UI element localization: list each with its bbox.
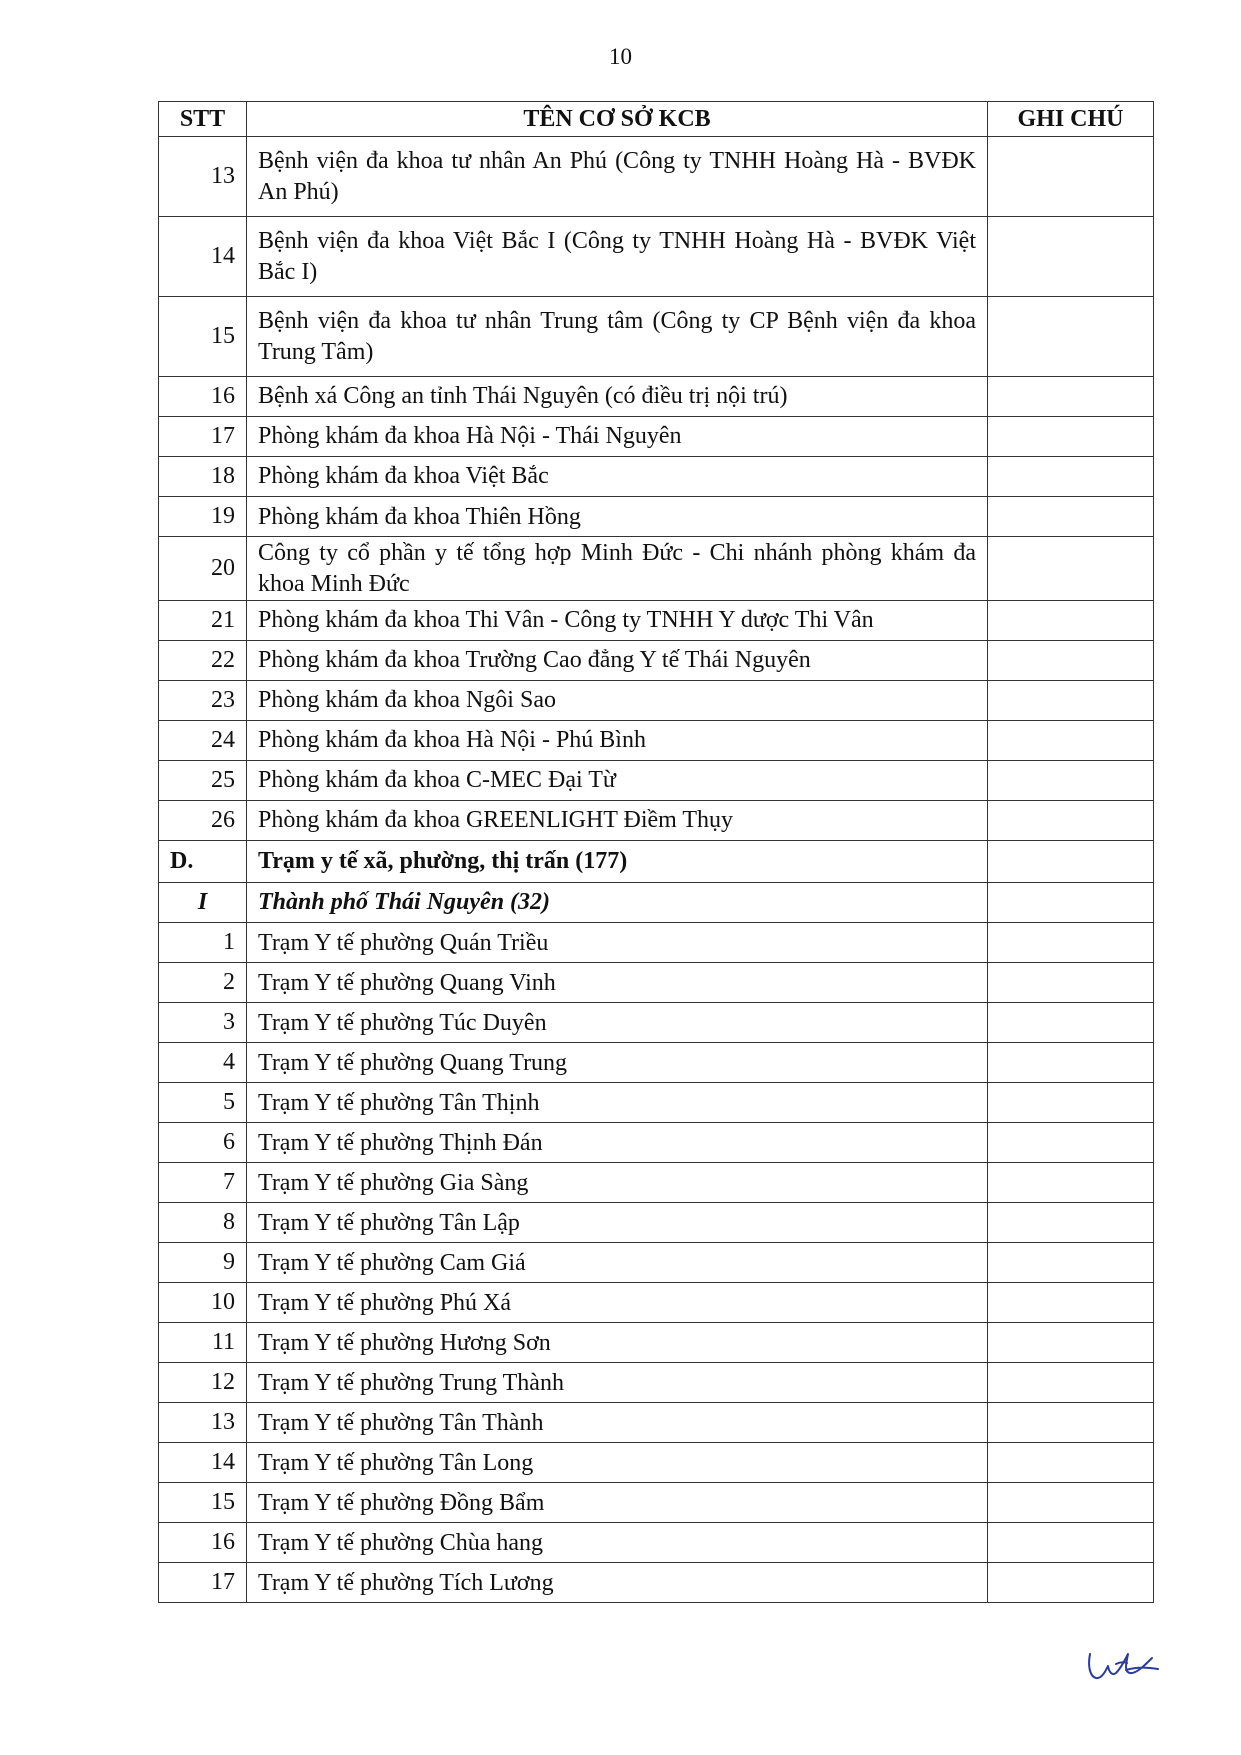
row-note: [988, 1203, 1154, 1243]
table-row: [159, 801, 1154, 841]
row-note: [988, 601, 1154, 641]
table-row: [159, 1083, 1154, 1123]
row-facility-name: Thành phố Thái Nguyên (32): [247, 883, 988, 923]
row-note: [988, 1483, 1154, 1523]
row-note: [988, 1323, 1154, 1363]
table-row: [159, 217, 1154, 297]
row-note: [988, 641, 1154, 681]
row-facility-name: Trạm Y tế phường Phú Xá: [247, 1283, 988, 1323]
table-row: [159, 1243, 1154, 1283]
row-note: [988, 1003, 1154, 1043]
row-facility-name: Trạm Y tế phường Tân Long: [247, 1443, 988, 1483]
row-note: [988, 1443, 1154, 1483]
row-stt: 4: [159, 1043, 247, 1083]
row-stt: 25: [159, 761, 247, 801]
row-stt: 14: [159, 1443, 247, 1483]
row-stt: 13: [159, 1403, 247, 1443]
row-stt: 3: [159, 1003, 247, 1043]
row-stt: 6: [159, 1123, 247, 1163]
row-facility-name: Trạm Y tế phường Trung Thành: [247, 1363, 988, 1403]
row-facility-name: Phòng khám đa khoa Hà Nội - Phú Bình: [247, 721, 988, 761]
row-facility-name: Bệnh xá Công an tỉnh Thái Nguyên (có điều trị nội trú): [247, 377, 988, 417]
table-row: [159, 377, 1154, 417]
row-note: [988, 841, 1154, 883]
row-stt: 18: [159, 457, 247, 497]
table-row: [159, 1363, 1154, 1403]
row-stt: 13: [159, 137, 247, 217]
row-stt: 17: [159, 1563, 247, 1603]
row-facility-name: Trạm Y tế phường Đồng Bẩm: [247, 1483, 988, 1523]
row-note: [988, 1363, 1154, 1403]
table-row: [159, 1043, 1154, 1083]
row-note: [988, 1083, 1154, 1123]
table-row: [159, 1123, 1154, 1163]
table-row: [159, 1003, 1154, 1043]
signature-icon: [1086, 1640, 1160, 1686]
row-facility-name: Trạm Y tế phường Túc Duyên: [247, 1003, 988, 1043]
table-row: [159, 417, 1154, 457]
table-row: [159, 761, 1154, 801]
row-note: [988, 963, 1154, 1003]
row-facility-name: Phòng khám đa khoa Ngôi Sao: [247, 681, 988, 721]
row-facility-name: Trạm Y tế phường Quang Vinh: [247, 963, 988, 1003]
table-header: [159, 102, 1154, 137]
table-row: [159, 1403, 1154, 1443]
section-row: [159, 841, 1154, 883]
row-facility-name: Trạm Y tế phường Quang Trung: [247, 1043, 988, 1083]
row-facility-name: Phòng khám đa khoa Thi Vân - Công ty TNHH Y dược Thi Vân: [247, 601, 988, 641]
row-note: [988, 457, 1154, 497]
row-stt: 15: [159, 297, 247, 377]
row-stt: 26: [159, 801, 247, 841]
row-stt: 8: [159, 1203, 247, 1243]
header-facility-name: TÊN CƠ SỞ KCB: [247, 102, 988, 137]
row-stt: 20: [159, 537, 247, 601]
row-facility-name: Trạm Y tế phường Quán Triều: [247, 923, 988, 963]
row-facility-name: Phòng khám đa khoa Trường Cao đẳng Y tế Thái Nguyên: [247, 641, 988, 681]
row-note: [988, 883, 1154, 923]
row-note: [988, 417, 1154, 457]
row-stt: 16: [159, 377, 247, 417]
row-note: [988, 801, 1154, 841]
subsection-row: [159, 883, 1154, 923]
row-facility-name: Trạm Y tế phường Cam Giá: [247, 1243, 988, 1283]
row-stt: 2: [159, 963, 247, 1003]
row-stt: 7: [159, 1163, 247, 1203]
table-row: [159, 1523, 1154, 1563]
row-note: [988, 1563, 1154, 1603]
row-facility-name: Trạm Y tế phường Gia Sàng: [247, 1163, 988, 1203]
row-stt: 14: [159, 217, 247, 297]
table-row: [159, 681, 1154, 721]
row-stt: 23: [159, 681, 247, 721]
row-facility-name: Trạm Y tế phường Tân Lập: [247, 1203, 988, 1243]
table-row: [159, 963, 1154, 1003]
row-note: [988, 377, 1154, 417]
table-row: [159, 497, 1154, 537]
table-row: [159, 137, 1154, 217]
page-number: 10: [609, 44, 632, 69]
row-note: [988, 1523, 1154, 1563]
row-facility-name: Bệnh viện đa khoa tư nhân An Phú (Công ty TNHH Hoàng Hà - BVĐK An Phú): [247, 137, 988, 217]
row-note: [988, 1163, 1154, 1203]
table-row: [159, 923, 1154, 963]
row-stt: 24: [159, 721, 247, 761]
row-note: [988, 497, 1154, 537]
row-facility-name: Phòng khám đa khoa GREENLIGHT Điềm Thụy: [247, 801, 988, 841]
table-row: [159, 1443, 1154, 1483]
table-row: [159, 297, 1154, 377]
row-facility-name: Công ty cổ phần y tế tổng hợp Minh Đức - Chi nhánh phòng khám đa khoa Minh Đức: [247, 537, 988, 601]
header-row: [159, 102, 1154, 137]
row-facility-name: Bệnh viện đa khoa tư nhân Trung tâm (Công ty CP Bệnh viện đa khoa Trung Tâm): [247, 297, 988, 377]
row-note: [988, 1283, 1154, 1323]
row-facility-name: Phòng khám đa khoa Thiên Hồng: [247, 497, 988, 537]
row-stt: 19: [159, 497, 247, 537]
row-note: [988, 761, 1154, 801]
table-row: [159, 721, 1154, 761]
row-stt: 21: [159, 601, 247, 641]
row-stt: D.: [159, 841, 247, 883]
row-note: [988, 923, 1154, 963]
row-facility-name: Phòng khám đa khoa C-MEC Đại Từ: [247, 761, 988, 801]
table-body: [159, 137, 1154, 1603]
row-facility-name: Phòng khám đa khoa Việt Bắc: [247, 457, 988, 497]
row-stt: 12: [159, 1363, 247, 1403]
header-note: GHI CHÚ: [988, 102, 1154, 137]
table-row: [159, 1483, 1154, 1523]
row-facility-name: Bệnh viện đa khoa Việt Bắc I (Công ty TNHH Hoàng Hà - BVĐK Việt Bắc I): [247, 217, 988, 297]
row-stt: 16: [159, 1523, 247, 1563]
facility-table: [158, 101, 1154, 1603]
row-facility-name: Phòng khám đa khoa Hà Nội - Thái Nguyên: [247, 417, 988, 457]
table-row: [159, 1203, 1154, 1243]
table-row: [159, 537, 1154, 601]
row-note: [988, 721, 1154, 761]
row-facility-name: Trạm Y tế phường Tân Thành: [247, 1403, 988, 1443]
table-row: [159, 1163, 1154, 1203]
row-note: [988, 1403, 1154, 1443]
row-facility-name: Trạm Y tế phường Hương Sơn: [247, 1323, 988, 1363]
row-note: [988, 1043, 1154, 1083]
row-facility-name: Trạm Y tế phường Tân Thịnh: [247, 1083, 988, 1123]
table-row: [159, 601, 1154, 641]
row-facility-name: Trạm y tế xã, phường, thị trấn (177): [247, 841, 988, 883]
row-note: [988, 137, 1154, 217]
row-stt: 9: [159, 1243, 247, 1283]
row-stt: 15: [159, 1483, 247, 1523]
table-row: [159, 641, 1154, 681]
table-row: [159, 1283, 1154, 1323]
row-note: [988, 537, 1154, 601]
row-stt: 22: [159, 641, 247, 681]
row-stt: 17: [159, 417, 247, 457]
row-note: [988, 217, 1154, 297]
row-note: [988, 1123, 1154, 1163]
row-stt: 10: [159, 1283, 247, 1323]
row-facility-name: Trạm Y tế phường Thịnh Đán: [247, 1123, 988, 1163]
row-facility-name: Trạm Y tế phường Chùa hang: [247, 1523, 988, 1563]
row-stt: 11: [159, 1323, 247, 1363]
header-stt: STT: [159, 102, 247, 137]
row-stt: I: [159, 883, 247, 923]
table-row: [159, 457, 1154, 497]
row-stt: 5: [159, 1083, 247, 1123]
row-note: [988, 681, 1154, 721]
table-row: [159, 1563, 1154, 1603]
row-stt: 1: [159, 923, 247, 963]
row-facility-name: Trạm Y tế phường Tích Lương: [247, 1563, 988, 1603]
row-note: [988, 1243, 1154, 1283]
row-note: [988, 297, 1154, 377]
table-row: [159, 1323, 1154, 1363]
